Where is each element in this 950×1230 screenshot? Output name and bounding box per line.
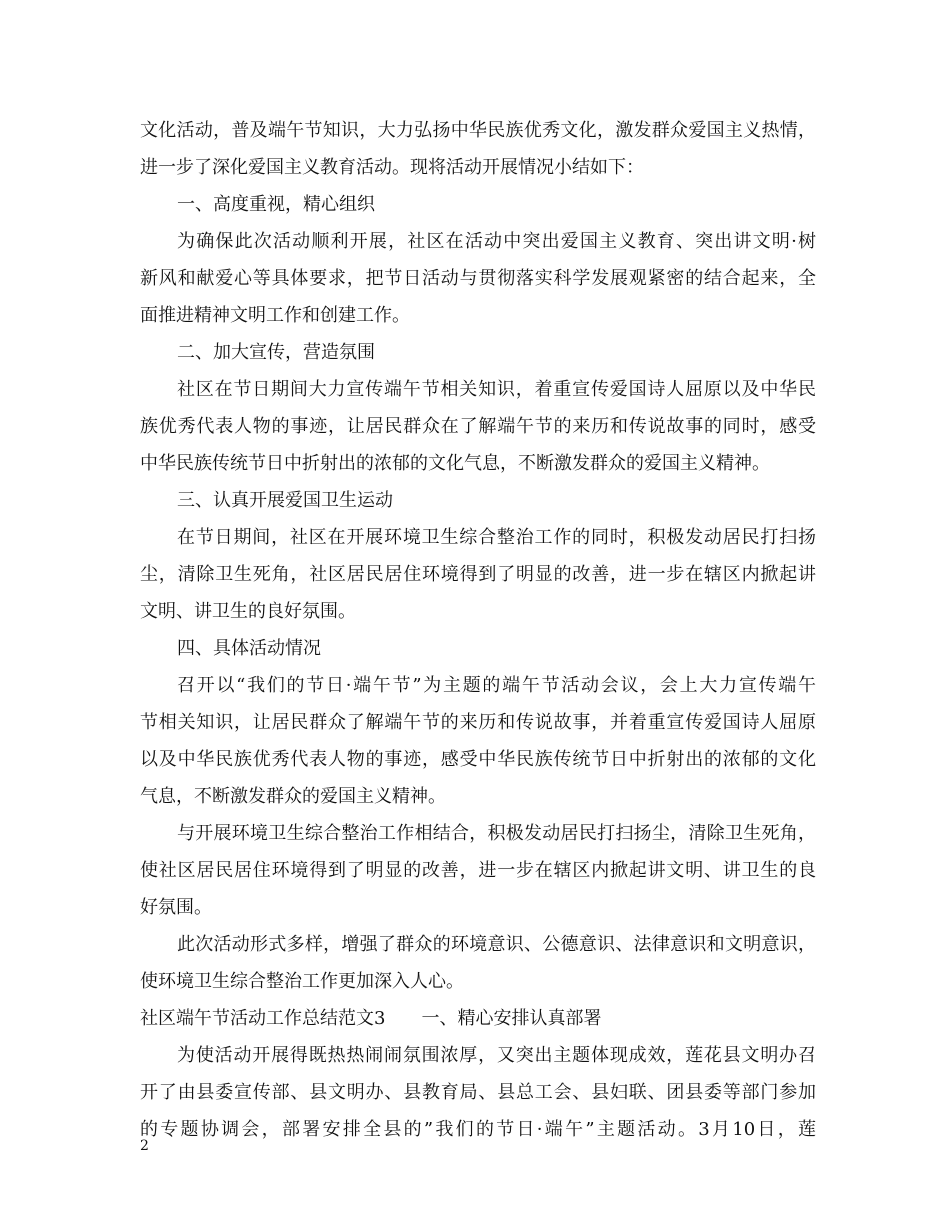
text-line: 的专题协调会，部署安排全县的”我们的节日·端午”主题活动。3月10日，莲 xyxy=(140,1119,816,1140)
text-line: 文化活动，普及端午节知识，大力弘扬中华民族优秀文化，激发群众爱国主义热情， xyxy=(140,120,816,141)
text-line: 社区在节日期间大力宣传端午节相关知识，着重宣传爱国诗人屈原以及中华民 xyxy=(177,379,816,400)
text-line: 召开以“我们的节日·端午节”为主题的端午节活动会议，会上大力宣传端午 xyxy=(177,675,816,696)
text-line: 中华民族传统节日中折射出的浓郁的文化气息，不断激发群众的爱国主义精神。 xyxy=(140,453,770,474)
text-line: 好氛围。 xyxy=(140,897,212,918)
text-line: 以及中华民族优秀代表人物的事迹，感受中华民族传统节日中折射出的浓郁的文化 xyxy=(140,749,816,770)
text-line: 节相关知识，让居民群众了解端午节的来历和传说故事，并着重宣传爱国诗人屈原 xyxy=(140,712,816,733)
text-line: 面推进精神文明工作和创建工作。 xyxy=(140,305,410,326)
text-line: 社区端午节活动工作总结范文3 一、精心安排认真部署 xyxy=(140,1008,602,1029)
text-line: 在节日期间，社区在开展环境卫生综合整治工作的同时，积极发动居民打扫扬 xyxy=(177,527,816,548)
text-line: 为确保此次活动顺利开展，社区在活动中突出爱国主义教育、突出讲文明·树 xyxy=(177,231,816,252)
text-line: 二、加大宣传，营造氛围 xyxy=(177,342,375,363)
text-line: 尘，清除卫生死角，社区居民居住环境得到了明显的改善，进一步在辖区内掀起讲 xyxy=(140,564,816,585)
text-line: 此次活动形式多样，增强了群众的环境意识、公德意识、法律意识和文明意识， xyxy=(177,934,816,955)
text-line: 三、认真开展爱国卫生运动 xyxy=(177,490,393,511)
text-line: 四、具体活动情况 xyxy=(177,638,321,659)
text-line: 使环境卫生综合整治工作更加深入人心。 xyxy=(140,971,464,992)
text-line: 一、高度重视，精心组织 xyxy=(177,194,375,215)
page-number: 2 xyxy=(140,1138,149,1154)
text-line: 进一步了深化爱国主义教育活动。现将活动开展情况小结如下： xyxy=(140,157,644,178)
text-line: 新风和献爱心等具体要求，把节日活动与贯彻落实科学发展观紧密的结合起来，全 xyxy=(140,268,816,289)
text-line: 开了由县委宣传部、县文明办、县教育局、县总工会、县妇联、团县委等部门参加 xyxy=(140,1082,816,1103)
text-line: 为使活动开展得既热热闹闹氛围浓厚，又突出主题体现成效，莲花县文明办召 xyxy=(177,1045,816,1066)
text-line: 与开展环境卫生综合整治工作相结合，积极发动居民打扫扬尘，清除卫生死角， xyxy=(177,823,816,844)
text-line: 文明、讲卫生的良好氛围。 xyxy=(140,601,356,622)
document-body xyxy=(140,112,816,1148)
text-line: 气息，不断激发群众的爱国主义精神。 xyxy=(140,786,446,807)
text-line: 族优秀代表人物的事迹，让居民群众在了解端午节的来历和传说故事的同时，感受 xyxy=(140,416,816,437)
text-line: 使社区居民居住环境得到了明显的改善，进一步在辖区内掀起讲文明、讲卫生的良 xyxy=(140,860,816,881)
